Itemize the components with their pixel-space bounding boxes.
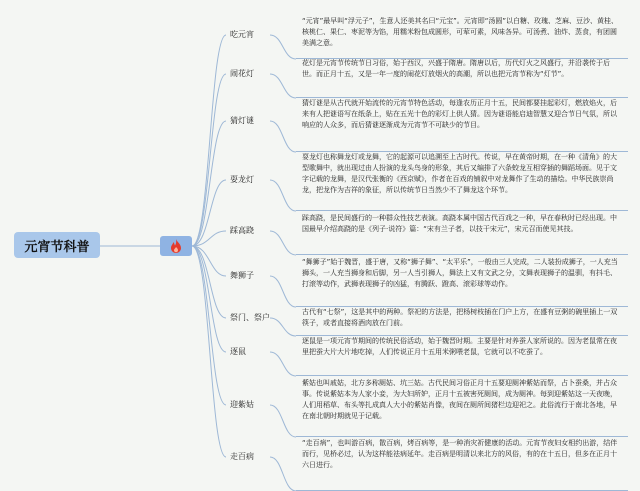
category-label[interactable]: 猜灯谜	[230, 116, 254, 125]
leaf-line	[270, 231, 296, 255]
branch-line	[192, 246, 226, 318]
category-label[interactable]: 踩高跷	[230, 226, 254, 235]
description-box[interactable]	[296, 334, 628, 376]
leaf-line	[270, 318, 296, 336]
leaf-line	[270, 352, 296, 376]
category-label[interactable]: 舞狮子	[230, 271, 254, 280]
root-title: 元宵节科普	[24, 239, 90, 255]
description-box[interactable]	[296, 211, 628, 255]
category-label[interactable]: 吃元宵	[230, 30, 254, 39]
branch-line	[192, 246, 226, 352]
leaf-line	[270, 121, 296, 152]
fire-icon	[170, 239, 182, 253]
leaf-line	[270, 457, 296, 491]
leaf-line	[270, 405, 296, 437]
description-text: 踩高跷，是民间盛行的一种群众性技艺表演。高跷本属中国古代百戏之一种，早在春秋时已经出现。中国最早介绍高跷的是《列子·说符》篇：“宋有兰子者，以技干宋元”，宋元召而使见其技。	[302, 214, 617, 233]
root-topic[interactable]	[14, 232, 100, 258]
category-label[interactable]: 耍龙灯	[230, 175, 254, 184]
description-text: “走百病”，也叫游百病，散百病，烤百病等，是一种消灾祈健康的活动。元宵节夜妇女相约出游，结伴而行，见桥必过，认为这样能祛病延年。走百病是明清以来北方的风俗，有的在十五日，但多在正月十六日进行。	[302, 439, 618, 469]
description-text: 紫姑也叫戚姑，北方多称厕姑、坑三姑。古代民间习俗正月十五要迎厕神紫姑而祭，占卜蚕桑，并占众事。传说紫姑本为人家小妾，为大妇所妒，正月十五被害死厕间，成为厕神。每到迎紫姑这一天夜晚，人们用稻草、布头等扎成真人大小的紫姑肖像，夜间在厕所间猪栏边迎祀之。此俗流行于南北各地，早在南北朝时期就见于记载。	[302, 379, 617, 420]
leaf-line	[270, 180, 296, 211]
description-text: 古代有“七祭”，这是其中的两种。祭祀的方法是，把杨树枝插在门户上方，在盛有豆粥的碗里插上一双筷子，或者直接将酒肉放在门前。	[302, 308, 618, 327]
description-text: 猜灯谜是从古代就开始流传的元宵节特色活动，每逢农历正月十五，民间都要挂起彩灯，燃放焰火，后来有人把谜语写在纸条上，贴在五光十色的彩灯上供人猜。因为谜语能启迪智慧又迎合节日气氛，所以响应的人众多，而后猜谜逐渐成为元宵节不可缺少的节目。	[302, 99, 617, 129]
branch-line	[192, 246, 226, 405]
branch-line	[192, 121, 226, 246]
description-text: 逐鼠是一项元宵节期间的传统民俗活动，始于魏晋时期。主要是针对养蚕人家所说的。因为老鼠常在夜里把蚕大片大片地吃掉，人们传说正月十五用米粥喂老鼠，它就可以不吃蚕了。	[302, 337, 617, 356]
branch-line	[192, 74, 226, 246]
category-label[interactable]: 祭门、祭户	[230, 313, 270, 322]
description-box[interactable]	[296, 376, 628, 437]
description-text: 耍龙灯也称舞龙灯或龙舞，它的起源可以追溯至上古时代。传说，早在黄帝时期，在一种《清角》的大型歌舞中，就出现过由人扮演的龙头鸟身的形象，其后又编排了六条蛟龙互相穿插的舞蹈场面。见于文字记载的龙舞，是汉代张衡的《西京赋》，作者在百戏的铺叙中对龙舞作了生动的描绘。中华民族崇尚龙，把龙作为吉祥的象征，所以传统节日当然少不了舞龙这个环节。	[302, 153, 617, 194]
description-box[interactable]	[296, 14, 628, 59]
description-box[interactable]	[296, 436, 628, 491]
description-box[interactable]	[296, 255, 628, 307]
description-box[interactable]	[296, 96, 628, 152]
leaf-line	[270, 276, 296, 307]
description-text: 花灯是元宵节传统节日习俗，始于西汉，兴盛于隋唐。隋唐以后，历代灯火之风盛行，并沿袭传于后世。而正月十五，又是一年一度的闹花灯放烟火的高潮，所以也把元宵节称为“灯节”。	[302, 59, 610, 78]
category-label[interactable]: 逐鼠	[230, 347, 246, 356]
description-box[interactable]	[296, 56, 628, 98]
hub-node[interactable]	[160, 236, 192, 256]
category-label[interactable]: 迎紫姑	[230, 400, 254, 409]
description-text: “元宵”最早叫“浮元子”，生意人还美其名曰“元宝”。元宵即“汤圆”以白糖、玫瑰、芝麻、豆沙、黄桂、核桃仁、果仁、枣泥等为馅，用糯米粉包成圆形，可荤可素，风味各异。可汤煮、油炸、蒸食，有团圆美满之意。	[302, 17, 619, 47]
category-label[interactable]: 闹花灯	[230, 69, 254, 78]
leaf-line	[270, 74, 296, 98]
leaf-line	[270, 35, 296, 59]
category-label[interactable]: 走百病	[230, 452, 254, 461]
description-text: “舞狮子”始于魏晋，盛于唐，又称“狮子舞”、“太平乐”，一般由三人完成，二人装扮成狮子，一人充当狮头，一人充当狮身和后脚，另一人当引狮人，舞法上又有文武之分，文舞表现狮子的温驯，有抖毛、打滚等动作，武狮表现狮子的凶猛，有腾跃、蹬高、滚彩球等动作。	[302, 258, 618, 288]
description-box[interactable]	[296, 305, 628, 336]
description-box[interactable]	[296, 150, 628, 211]
